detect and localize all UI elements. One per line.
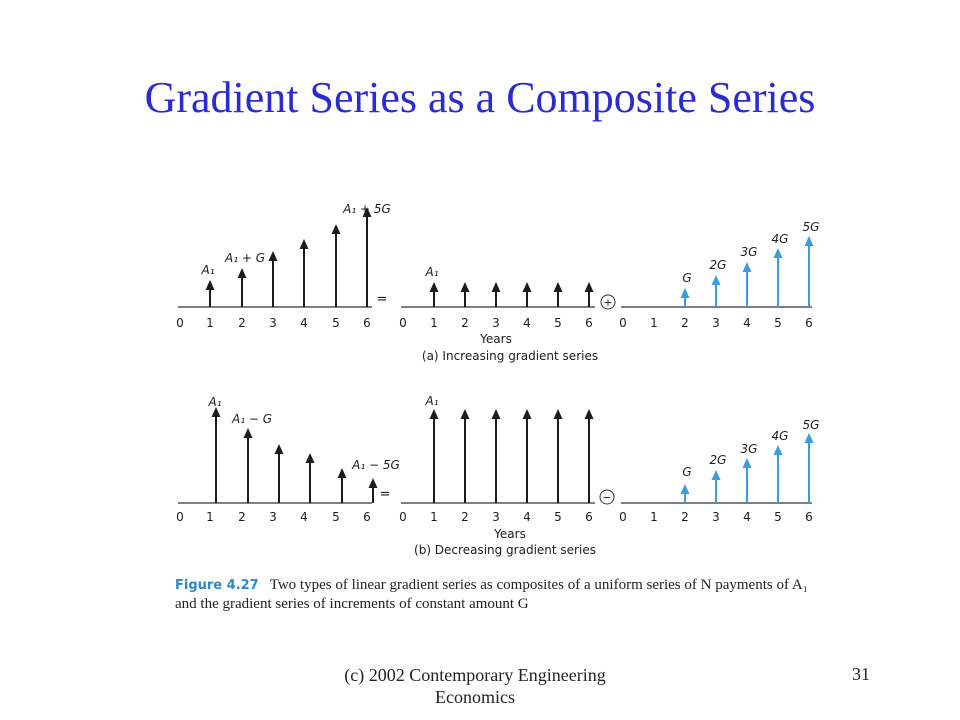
panel-a-uniform-arrow-5-head	[554, 282, 563, 292]
panel-b-uniform-arrow-6-head	[585, 409, 594, 419]
panel-a-gradient-label-1: G	[682, 271, 692, 285]
panel-a-gradient-arrow-2-head	[681, 288, 690, 298]
panel-b-equals: =	[379, 487, 391, 502]
panel-a-uniform-tick-0: 0	[399, 316, 407, 330]
panel-b-uniform-arrow-1-head	[430, 409, 439, 419]
panel-b-gradient-tick-0: 0	[619, 510, 627, 524]
panel-a-uniform-arrow-3-head	[492, 282, 501, 292]
panel-b-composite-tick-5: 5	[332, 510, 340, 524]
panel-a-uniform-tick-4: 4	[523, 316, 531, 330]
panel-b-gradient-label-5: 5G	[802, 418, 820, 432]
panel-a-gradient-tick-5: 5	[774, 316, 782, 330]
panel-b-composite-tick-4: 4	[300, 510, 308, 524]
page-number: 31	[852, 664, 870, 684]
panel-b-uniform-tick-4: 4	[523, 510, 531, 524]
panel-a-gradient-label-5: 5G	[802, 220, 820, 234]
panel-a-label-a1: A₁	[201, 263, 215, 277]
panel-a-gradient-label-3: 3G	[740, 245, 758, 259]
panel-b-gradient-label-3: 3G	[740, 442, 758, 456]
panel-a-gradient-label-4: 4G	[771, 232, 789, 246]
panel-a-composite-tick-4: 4	[300, 316, 308, 330]
figure-caption-text: Two types of linear gradient series as composites of a uniform series of N payments of A₁ and the gradient series of increments of constant amount G	[175, 577, 808, 612]
panel-b-label-a1: A₁	[208, 395, 222, 409]
slide-footer: (c) 2002 Contemporary Engineering Economics	[344, 665, 606, 707]
panel-b-composite-tick-3: 3	[269, 510, 277, 524]
panel-a-plus-symbol: +	[603, 296, 613, 309]
panel-a-uniform-tick-1: 1	[430, 316, 438, 330]
panel-a-years-label: Years	[480, 332, 512, 346]
panel-a-composite-arrow-1-head	[206, 280, 215, 290]
panel-a-subtitle: (a) Increasing gradient series	[421, 349, 599, 363]
panel-a-label-a1-plus-5g: A₁ + 5G	[343, 202, 391, 216]
panel-b-gradient-tick-5: 5	[774, 510, 782, 524]
panel-b-composite-tick-2: 2	[238, 510, 246, 524]
panel-a-composite-tick-3: 3	[269, 316, 277, 330]
panel-a-gradient-arrow-5-head	[774, 248, 783, 258]
panel-a-composite-arrow-3-head	[269, 251, 278, 261]
panel-a-gradient-arrow-4-head	[743, 262, 752, 272]
panel-b-gradient-label-2: 2G	[709, 453, 727, 467]
panel-b-gradient-arrow-6-head	[805, 433, 814, 443]
panel-a-composite-tick-5: 5	[332, 316, 340, 330]
panel-b-gradient-tick-1: 1	[650, 510, 658, 524]
figure-caption	[175, 576, 815, 613]
panel-a-gradient-tick-2: 2	[681, 316, 689, 330]
slide-title: Gradient Series as a Composite Series	[144, 73, 816, 122]
panel-b-minus-symbol: −	[602, 491, 612, 504]
panel-a-equals: =	[376, 292, 388, 307]
panel-b-composite-arrow-5-head	[338, 468, 347, 478]
panel-a-uniform-tick-2: 2	[461, 316, 469, 330]
panel-a-uniform-tick-3: 3	[492, 316, 500, 330]
panel-b-uniform-tick-2: 2	[461, 510, 469, 524]
panel-b-subtitle: (b) Decreasing gradient series	[414, 543, 596, 557]
panel-a-gradient-tick-1: 1	[650, 316, 658, 330]
panel-b-gradient-arrow-3-head	[712, 470, 721, 480]
panel-b-gradient-tick-3: 3	[712, 510, 720, 524]
panel-b-gradient-arrow-2-head	[681, 484, 690, 494]
panel-a-composite-tick-2: 2	[238, 316, 246, 330]
panel-a-gradient-arrow-3-head	[712, 275, 721, 285]
panel-b-uniform-tick-3: 3	[492, 510, 500, 524]
panel-b-composite-arrow-4-head	[306, 453, 315, 463]
panel-a-gradient-tick-3: 3	[712, 316, 720, 330]
panel-a-label-a1-plus-g: A₁ + G	[224, 251, 266, 265]
panel-b-label-a1-minus-g: A₁ − G	[231, 412, 273, 426]
panel-b-gradient-tick-4: 4	[743, 510, 751, 524]
panel-b-uniform-arrow-4-head	[523, 409, 532, 419]
panel-a-uniform-arrow-2-head	[461, 282, 470, 292]
panel-b-uniform-tick-0: 0	[399, 510, 407, 524]
figure-label: Figure 4.27	[175, 578, 259, 593]
panel-b-uniform-arrow-3-head	[492, 409, 501, 419]
panel-a-composite-tick-1: 1	[206, 316, 214, 330]
panel-a-gradient-tick-4: 4	[743, 316, 751, 330]
panel-b-uniform-tick-1: 1	[430, 510, 438, 524]
panel-a-uniform-tick-6: 6	[585, 316, 593, 330]
panel-a-composite-arrow-4-head	[300, 239, 309, 249]
panel-b-uniform-tick-6: 6	[585, 510, 593, 524]
panel-a-composite-tick-0: 0	[176, 316, 184, 330]
panel-a-composite-arrow-5-head	[332, 224, 341, 234]
panel-a-composite-tick-6: 6	[363, 316, 371, 330]
panel-b-composite-arrow-2-head	[244, 428, 253, 438]
panel-a-uniform-arrow-1-head	[430, 282, 439, 292]
panel-a-uniform-arrow-4-head	[523, 282, 532, 292]
panel-a-gradient-label-2: 2G	[709, 258, 727, 272]
panel-b-gradient-label-1: G	[682, 465, 692, 479]
panel-a-composite-arrow-2-head	[238, 268, 247, 278]
panel-a-uniform-label: A₁	[425, 265, 439, 279]
panel-b-gradient-arrow-5-head	[774, 445, 783, 455]
panel-a-gradient-tick-0: 0	[619, 316, 627, 330]
panel-b-gradient-arrow-4-head	[743, 458, 752, 468]
panel-b-composite-arrow-3-head	[275, 444, 284, 454]
panel-a-gradient-arrow-6-head	[805, 236, 814, 246]
panel-b-composite-tick-1: 1	[206, 510, 214, 524]
panel-b-uniform-arrow-5-head	[554, 409, 563, 419]
panel-b-composite-arrow-6-head	[369, 478, 378, 488]
panel-a-uniform-arrow-6-head	[585, 282, 594, 292]
panel-b-gradient-label-4: 4G	[771, 429, 789, 443]
panel-a-gradient-tick-6: 6	[805, 316, 813, 330]
panel-a-uniform-tick-5: 5	[554, 316, 562, 330]
panel-b-uniform-tick-5: 5	[554, 510, 562, 524]
panel-b-composite-tick-0: 0	[176, 510, 184, 524]
panel-b-uniform-arrow-2-head	[461, 409, 470, 419]
panel-b-label-a1-minus-5g: A₁ − 5G	[352, 458, 400, 472]
panel-b-composite-tick-6: 6	[363, 510, 371, 524]
panel-b-uniform-label: A₁	[425, 394, 439, 408]
panel-b-gradient-tick-6: 6	[805, 510, 813, 524]
panel-b-years-label: Years	[494, 527, 526, 541]
panel-b-gradient-tick-2: 2	[681, 510, 689, 524]
